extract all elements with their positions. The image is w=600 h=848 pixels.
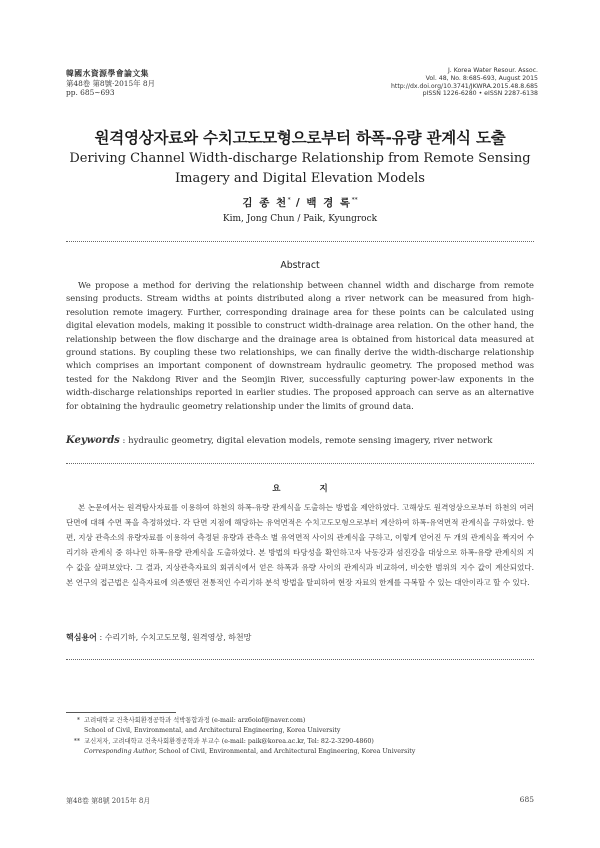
corresponding-author-label: Corresponding Author, bbox=[84, 747, 157, 755]
issn: pISSN 1226-6280 • eISSN 2287-6138 bbox=[422, 90, 538, 98]
author-first: 김 종 천 bbox=[242, 197, 288, 209]
title-english: Deriving Channel Width-discharge Relationship from Remote Sensing Imagery and Digital Elevation Models bbox=[69, 151, 531, 186]
abstract-heading: Abstract bbox=[280, 260, 320, 271]
keywords-korean bbox=[66, 632, 534, 643]
doi-link[interactable]: http://dx.doi.org/10.3741/JKWRA.2015.48.8.685 bbox=[390, 82, 538, 90]
divider bbox=[66, 659, 534, 660]
journal-name-ko: 韓國水資源學會論文集 bbox=[66, 69, 149, 78]
keywords-ko-text: 수리기하, 수치고도모형, 원격영상, 하천망 bbox=[104, 633, 252, 642]
summary-text: 본 논문에서는 원격탐사자료를 이용하여 하천의 하폭-유량 관계식을 도출하는 방법을 제안하였다. 고해상도 원격영상으로부터 하천의 여러 단면에 대해 수면 폭을 측정하였다. 각 단면 지점에 해당하는 유역면적은 수치고도모형으로부터 계산하여 하폭-유역면적 관계식을 구하였다. 한편, 지상 관측소의 유량자료를 이용하여 측정된 유량과 관측소 별 유역면적 사이의 관계식을 구하고, 이렇게 얻어진 두 개의 관계식을 짝지어 수리기하 관계식 중 하나인 하폭-유량 관계식을 도출하였다. 본 방법의 타당성을 확인하고자 낙동강과 섬진강을 대상으로 하폭-유량 관계식의 지수 값을 살펴보았다. 그 결과, 지상관측자료의 회귀식에서 얻은 하폭과 유량 사이의 관계식과 비교하여, 비슷한 범위의 지수 값이 계산되었다. 본 연구의 접근법은 실측자료에 의존했던 전통적인 수리기하 분석 방법을 탈피하여 현장 자료의 한계를 극복할 수 있는 대안이라고 할 수 있다. bbox=[66, 503, 534, 588]
author-second: 백 경 록 bbox=[306, 197, 352, 209]
author-separator: / bbox=[290, 197, 307, 209]
journal-name-en: J. Korea Water Resour. Assoc. bbox=[447, 67, 538, 74]
footnote-rule bbox=[66, 712, 176, 713]
footnotes bbox=[66, 716, 536, 757]
keywords-ko-label: 핵심용어 bbox=[66, 633, 97, 642]
authors-korean bbox=[0, 195, 600, 210]
footnote-2-line2-row bbox=[66, 747, 536, 757]
footnote-1-mark: * bbox=[76, 717, 80, 724]
keywords-text: hydraulic geometry, digital elevation models, remote sensing imagery, river network bbox=[128, 436, 493, 446]
author-first-mark: * bbox=[287, 196, 291, 204]
authors-english: Kim, Jong Chun / Paik, Kyungrock bbox=[222, 214, 378, 224]
footnote-1-line2: School of Civil, Environmental, and Architectural Engineering, Korea University bbox=[84, 727, 341, 735]
abstract-text: We propose a method for deriving the relationship between channel width and discharge from remote sensing products. Stream widths at points distributed along a river network can be measured from high-resolution remote imagery. Further, corresponding drainage area for these points can be calculated using digital elevation models, making it possible to construct width-drainage area relation. On the other hand, the relationship between the flow discharge and the drainage area is obtained from historical data measured at ground stations. By coupling these two relationships, we can finally derive the width-discharge relationship which comprises an important component of downstream hydraulic geometry. The proposed method was tested for the Nakdong River and the Seomjin River, successfully capturing power-law exponents in the width-discharge relationships reported in earlier studies. The proposed approach can serve as an alternative for obtaining the hydraulic geometry relationship under the limits of ground data. bbox=[66, 280, 534, 411]
keywords-label: Keywords bbox=[66, 435, 120, 446]
footnote-2-line1: 교신저자, 고려대학교 건축사회환경공학과 부교수 (e-mail: paik@korea.ac.kr, Tel: 82-2-3290-4860) bbox=[84, 737, 374, 745]
abstract-body bbox=[66, 279, 534, 413]
journal-header-left bbox=[66, 69, 155, 98]
journal-volume-ko: 第48卷 第8號·2015年 8月 bbox=[66, 78, 156, 88]
summary-heading: 요 지 bbox=[272, 484, 346, 494]
keywords-sep: : bbox=[119, 436, 129, 446]
footnote-1 bbox=[66, 716, 536, 726]
footnote-1-line1: 고려대학교 건축사회환경공학과 석박통합과정 (e-mail: arz6oiof@naver.com) bbox=[84, 717, 306, 724]
footnote-2 bbox=[66, 737, 536, 747]
journal-pages: pp. 685~693 bbox=[66, 88, 115, 98]
footer-volume: 第48卷 第8號 2015年 8月 bbox=[66, 797, 151, 805]
journal-volume-en: Vol. 48, No. 8:685-693, August 2015 bbox=[425, 74, 538, 82]
summary-body bbox=[66, 500, 534, 591]
footnote-2-line2: School of Civil, Environmental, and Architectural Engineering, Korea University bbox=[156, 747, 416, 755]
divider bbox=[66, 241, 534, 242]
keywords-english bbox=[66, 435, 534, 446]
keywords-ko-sep: : bbox=[96, 633, 105, 642]
divider bbox=[66, 463, 534, 464]
author-second-mark: ** bbox=[351, 196, 358, 204]
footnote-2-mark: ** bbox=[73, 737, 80, 745]
page-number: 685 bbox=[519, 795, 534, 804]
journal-header-right bbox=[391, 67, 538, 98]
title-korean: 원격영상자료와 수치고도모형으로부터 하폭-유량 관계식 도출 bbox=[94, 129, 506, 147]
